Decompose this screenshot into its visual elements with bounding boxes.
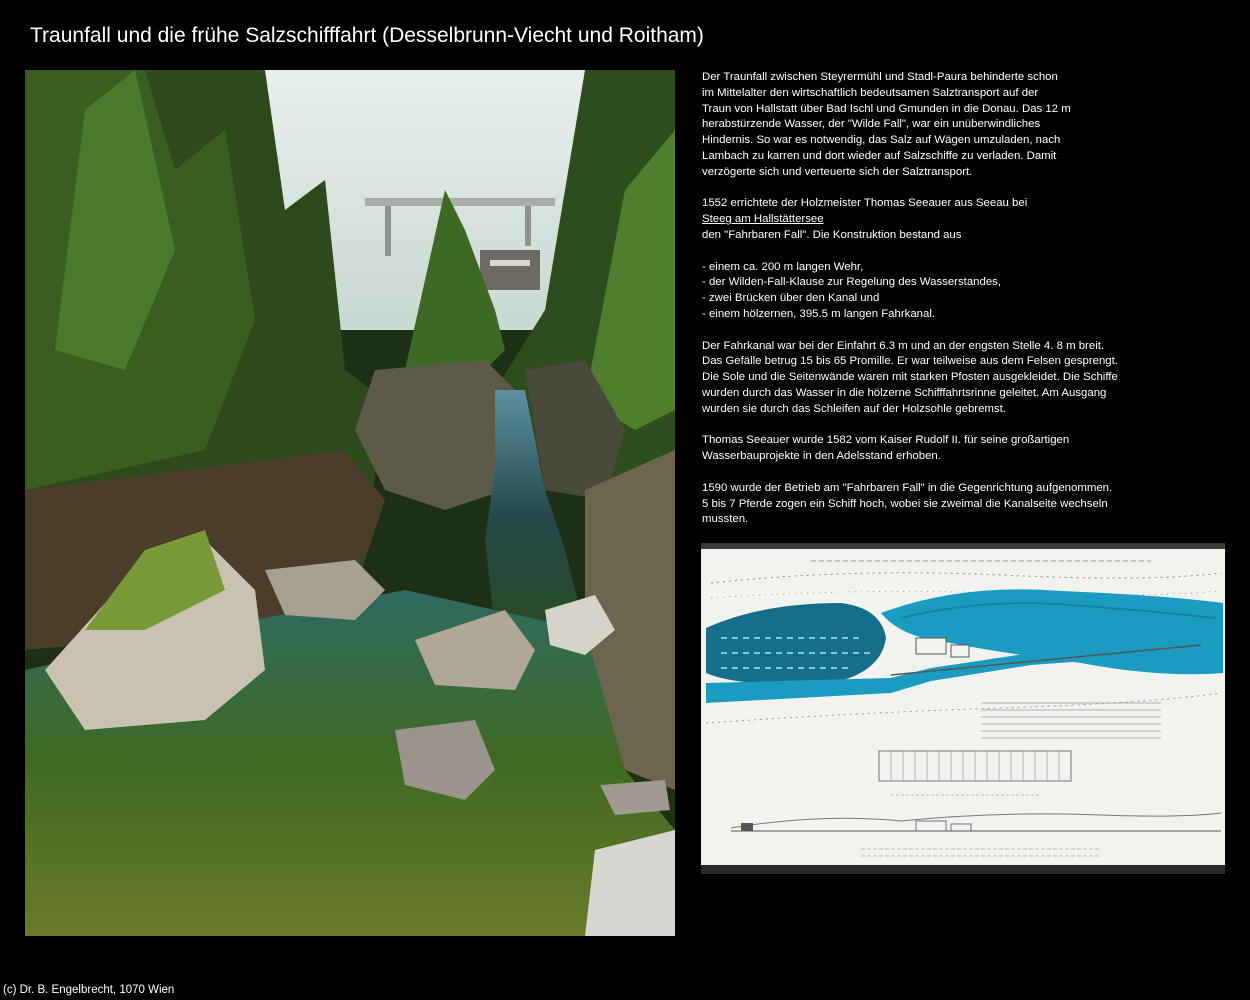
text-line: 1552 errichtete der Holzmeister Thomas Seeauer aus Seeau bei bbox=[702, 197, 1028, 210]
text-line: Wasserbauprojekte in den Adelsstand erhoben. bbox=[702, 450, 941, 463]
list-item: - der Wilden-Fall-Klause zur Regelung des Wasserstandes, bbox=[702, 276, 1002, 289]
text-line: wurden sie durch das Schleifen auf der Holzsohle gebremst. bbox=[702, 402, 1006, 415]
paragraph-seeauer bbox=[702, 433, 1152, 465]
copyright-footer: (c) Dr. B. Engelbrecht, 1070 Wien bbox=[3, 984, 175, 996]
historic-plan-image[interactable] bbox=[701, 543, 1225, 874]
steeg-link[interactable]: Steeg am Hallstättersee bbox=[702, 213, 824, 226]
list-item: - zwei Brücken über den Kanal und bbox=[702, 292, 880, 305]
paragraph-intro bbox=[702, 70, 1152, 181]
text-line: Thomas Seeauer wurde 1582 vom Kaiser Rudolf II. für seine großartigen bbox=[702, 434, 1070, 447]
paragraph-construction bbox=[702, 196, 1152, 243]
historic-plan-illustration bbox=[701, 543, 1225, 874]
text-line: 1590 wurde der Betrieb am "Fahrbaren Fall" in die Gegenrichtung aufgenommen. bbox=[702, 481, 1113, 494]
list-item: - einem hölzernen, 395.5 m langen Fahrkanal. bbox=[702, 307, 936, 320]
list-item: - einem ca. 200 m langen Wehr, bbox=[702, 260, 864, 273]
text-line: Das Gefälle betrug 15 bis 65 Promille. Er war teilweise aus dem Felsen gesprengt. bbox=[702, 355, 1118, 368]
paragraph-1590 bbox=[702, 481, 1152, 528]
text-line: 5 bis 7 Pferde zogen ein Schiff hoch, wobei sie zweimal die Kanalseite wechseln bbox=[702, 497, 1108, 510]
gorge-photo-illustration bbox=[25, 70, 675, 936]
text-line: im Mittelalter den wirtschaftlich bedeutsamen Salztransport auf der bbox=[702, 86, 1039, 99]
construction-list bbox=[702, 260, 1152, 323]
text-line: mussten. bbox=[702, 513, 749, 526]
text-line: wurden durch das Wasser in die hölzerne Schifffahrtsrinne geleitet. Am Ausgang bbox=[702, 386, 1107, 399]
article-text bbox=[702, 70, 1152, 544]
text-line: verzögerte sich und verteuerte sich der Salztransport. bbox=[702, 165, 973, 178]
text-line: Hindernis. So war es notwendig, das Salz auf Wägen umzuladen, nach bbox=[702, 134, 1061, 147]
gorge-photo[interactable] bbox=[25, 70, 675, 936]
text-line: den "Fahrbaren Fall". Die Konstruktion bestand aus bbox=[702, 228, 962, 241]
text-line: Der Fahrkanal war bei der Einfahrt 6.3 m und an der engsten Stelle 4. 8 m breit. bbox=[702, 339, 1105, 352]
paragraph-canal bbox=[702, 339, 1152, 418]
text-line: herabstürzende Wasser, der "Wilde Fall", war ein unüberwindliches bbox=[702, 118, 1041, 131]
text-line bbox=[702, 212, 1152, 228]
text-line: Die Sole und die Seitenwände waren mit starken Pfosten ausgekleidet. Die Schiffe bbox=[702, 371, 1118, 384]
text-line: Traun von Hallstatt über Bad Ischl und Gmunden in die Donau. Das 12 m bbox=[702, 102, 1071, 115]
page-title: Traunfall und die frühe Salzschifffahrt (Desselbrunn-Viecht und Roitham) bbox=[30, 24, 704, 47]
text-line: Lambach zu karren und dort wieder auf Salzschiffe zu verladen. Damit bbox=[702, 149, 1057, 162]
text-line: Der Traunfall zwischen Steyrermühl und Stadl-Paura behinderte schon bbox=[702, 71, 1058, 83]
